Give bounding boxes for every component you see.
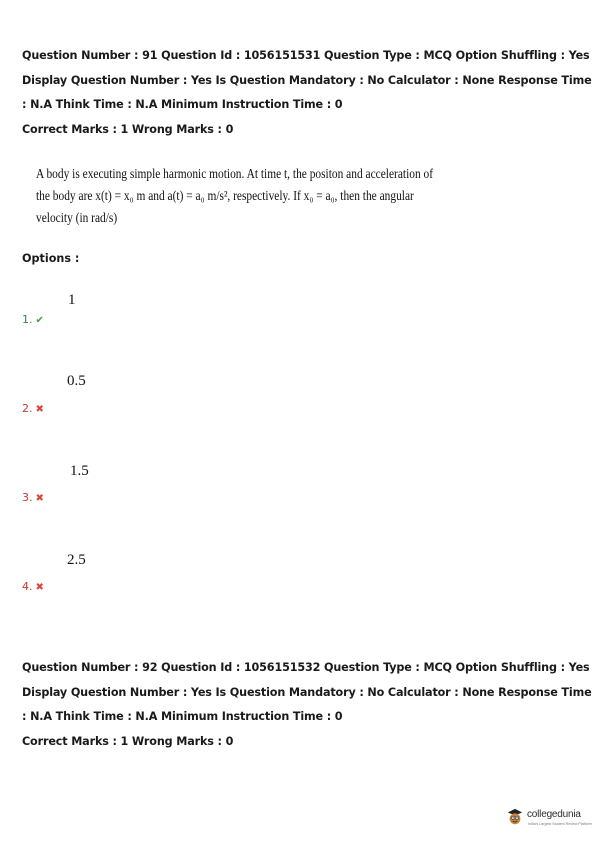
mascot-logo-icon — [506, 808, 524, 826]
options-label: Options : — [22, 252, 80, 265]
option-1 — [22, 313, 44, 326]
option-4 — [22, 580, 44, 593]
option-3-value: 1.5 — [70, 463, 89, 479]
option-4-number: 4. — [22, 580, 33, 593]
logo-name: collegedunia — [527, 809, 581, 820]
question-91-meta-line2: Display Question Number : Yes Is Question Mandatory : No Calculator : None Response Time — [22, 73, 592, 87]
question-91-meta-line1: Question Number : 91 Question Id : 1056151531 Question Type : MCQ Option Shuffling : Yes — [22, 49, 590, 62]
option-2-value: 0.5 — [67, 373, 86, 389]
option-3 — [22, 491, 44, 504]
logo-tagline: India's Largest Student Review Platform — [528, 822, 592, 826]
option-4-value: 2.5 — [67, 552, 86, 568]
collegedunia-logo — [506, 806, 592, 832]
check-icon: ✔ — [35, 315, 44, 326]
option-3-number: 3. — [22, 491, 33, 504]
question-91-text — [36, 163, 456, 229]
question-91-text-line1: A body is executing simple harmonic motion. At time t, the positon and acceleration of — [36, 166, 434, 181]
question-92-meta-line2: Display Question Number : Yes Is Question Mandatory : No Calculator : None Response Time — [22, 685, 592, 699]
option-1-value: 1 — [68, 292, 76, 308]
question-92-marks: Correct Marks : 1 Wrong Marks : 0 — [22, 734, 234, 748]
option-1-number: 1. — [22, 313, 33, 326]
question-91-text-line2: the body are x(t) = x₀ m and a(t) = a₀ m/s², respectively. If x₀ = a₀, then the angular — [36, 188, 414, 203]
question-92-meta-line3: : N.A Think Time : N.A Minimum Instruction Time : 0 — [22, 710, 343, 723]
option-2 — [22, 402, 44, 415]
cross-icon: ✖ — [35, 493, 44, 504]
question-92-meta — [22, 656, 592, 754]
cross-icon: ✖ — [35, 404, 44, 415]
question-91-marks: Correct Marks : 1 Wrong Marks : 0 — [22, 122, 234, 136]
option-2-number: 2. — [22, 402, 33, 415]
question-91-meta — [22, 44, 592, 142]
question-92-meta-line1: Question Number : 92 Question Id : 1056151532 Question Type : MCQ Option Shuffling : Yes — [22, 661, 590, 674]
question-91-text-line3: velocity (in rad/s) — [36, 210, 118, 225]
question-91-meta-line3: : N.A Think Time : N.A Minimum Instruction Time : 0 — [22, 98, 343, 111]
cross-icon: ✖ — [35, 582, 44, 593]
